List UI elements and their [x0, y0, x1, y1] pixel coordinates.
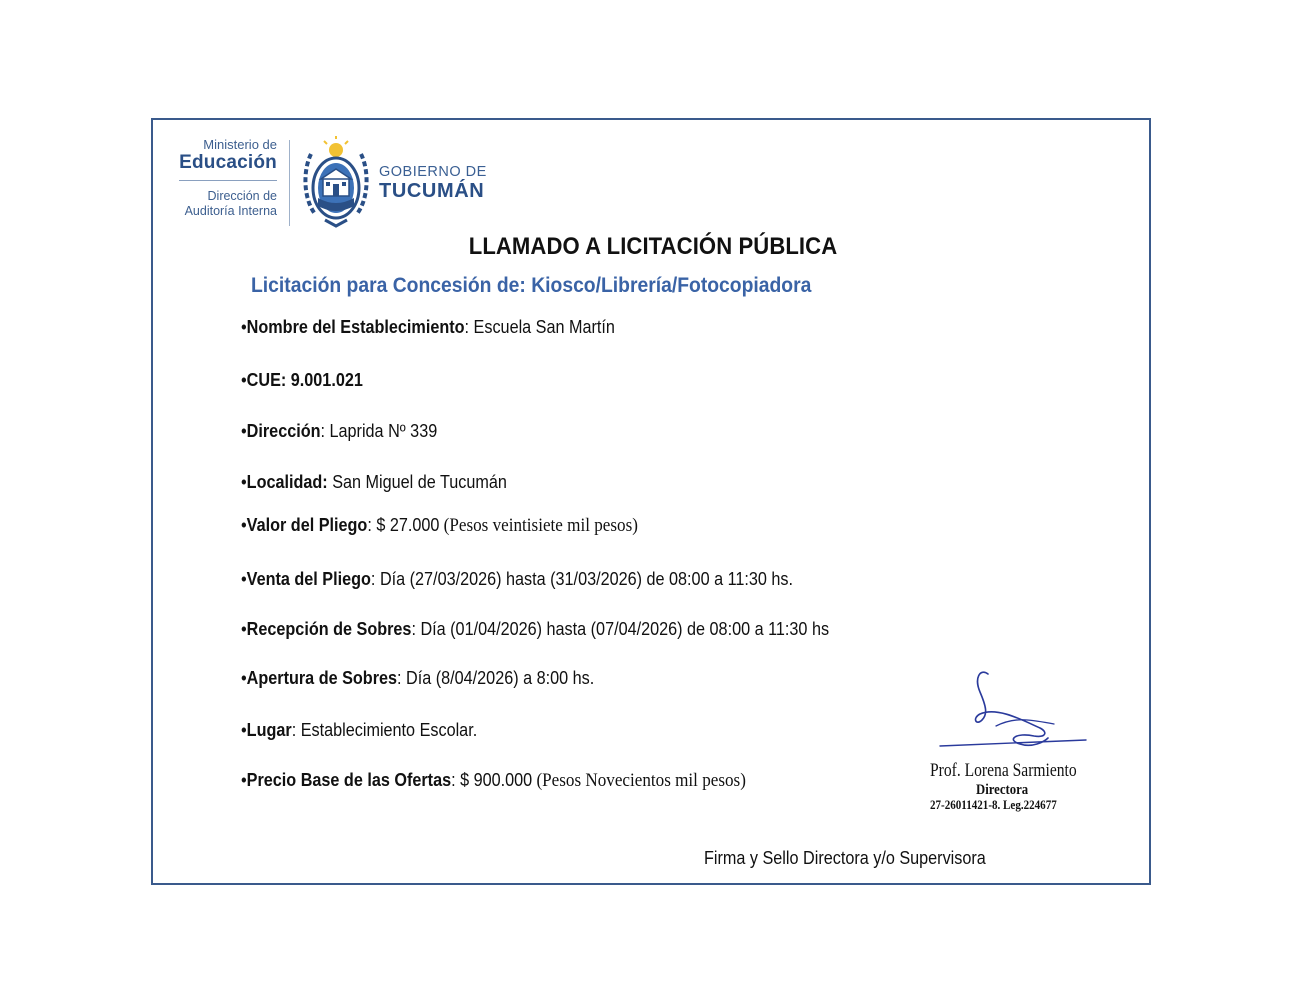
item-label: Nombre del Establecimiento [246, 317, 465, 337]
ministry-line1: Ministerio de [203, 137, 277, 152]
item-label: Localidad: [246, 472, 328, 492]
item-label: Venta del Pliego [246, 569, 371, 589]
item-label: CUE: 9.001.021 [246, 370, 363, 390]
signature-stamp [908, 666, 1088, 826]
item-sep: : [464, 317, 474, 337]
bullet: • [241, 569, 247, 589]
item-sep: : [320, 421, 330, 441]
item-sep: : [291, 720, 301, 740]
bullet: • [241, 619, 247, 639]
item-bid-document-sale [241, 569, 793, 590]
gov-line2: TUCUMÁN [379, 180, 485, 202]
item-place [241, 720, 477, 741]
tender-details [241, 120, 941, 883]
item-label: Dirección [246, 421, 321, 441]
item-value: Día (01/04/2026) hasta (07/04/2026) de 08:00 a 11:30 hs [420, 619, 830, 639]
item-envelope-opening [241, 668, 594, 689]
item-label: Valor del Pliego [246, 515, 368, 535]
bullet: • [241, 668, 247, 688]
ministry-sub2: Auditoría Interna [184, 204, 277, 218]
handwritten-signature-icon [936, 666, 1088, 762]
item-value: San Miguel de Tucumán [332, 472, 507, 492]
page-title: LLAMADO A LICITACIÓN PÚBLICA [468, 233, 838, 260]
bullet: • [241, 770, 247, 790]
ministry-sub1: Dirección de [207, 189, 277, 203]
item-extra: (Pesos veintisiete mil pesos) [439, 515, 638, 536]
signature-ids: 27-26011421-8. Leg.224677 [930, 797, 1057, 812]
item-sep: : [367, 515, 377, 535]
item-establishment [241, 317, 615, 338]
item-value: Día (27/03/2026) hasta (31/03/2026) de 08:00 a 11:30 hs. [379, 569, 794, 589]
item-bid-document-price [241, 515, 638, 537]
item-extra: (Pesos Novecientos mil pesos) [532, 770, 746, 791]
bullet: • [241, 472, 247, 492]
item-sep: : [397, 668, 407, 688]
bullet: • [241, 317, 247, 337]
item-label: Apertura de Sobres [246, 668, 398, 688]
item-value: $ 900.000 [460, 770, 533, 790]
item-value: $ 27.000 [376, 515, 440, 535]
item-base-price [241, 770, 746, 792]
signature-role: Directora [976, 782, 1029, 798]
bullet: • [241, 421, 247, 441]
item-value: Laprida Nº 339 [329, 421, 438, 441]
bullet: • [241, 720, 247, 740]
item-cue [241, 370, 363, 391]
item-address [241, 421, 437, 442]
bullet: • [241, 370, 247, 390]
ministry-line2: Educación [179, 152, 277, 173]
document-frame [151, 118, 1151, 885]
item-label: Lugar [246, 720, 292, 740]
item-sep: : [370, 569, 380, 589]
item-sep: : [411, 619, 421, 639]
item-envelope-reception [241, 619, 829, 640]
signature-caption: Firma y Sello Directora y/o Supervisora [704, 848, 986, 868]
page-subtitle: Licitación para Concesión de: Kiosco/Librería/Fotocopiadora [251, 274, 812, 297]
item-sep: : [451, 770, 461, 790]
item-value: Día (8/04/2026) a 8:00 hs. [406, 668, 595, 688]
item-value: Escuela San Martín [473, 317, 615, 337]
bullet: • [241, 515, 247, 535]
item-value: Establecimiento Escolar. [300, 720, 478, 740]
gov-line1: GOBIERNO DE [379, 164, 487, 180]
signature-name: Prof. Lorena Sarmiento [930, 760, 1077, 781]
item-label: Precio Base de las Ofertas [246, 770, 452, 790]
item-label: Recepción de Sobres [246, 619, 412, 639]
item-locality [241, 472, 507, 493]
